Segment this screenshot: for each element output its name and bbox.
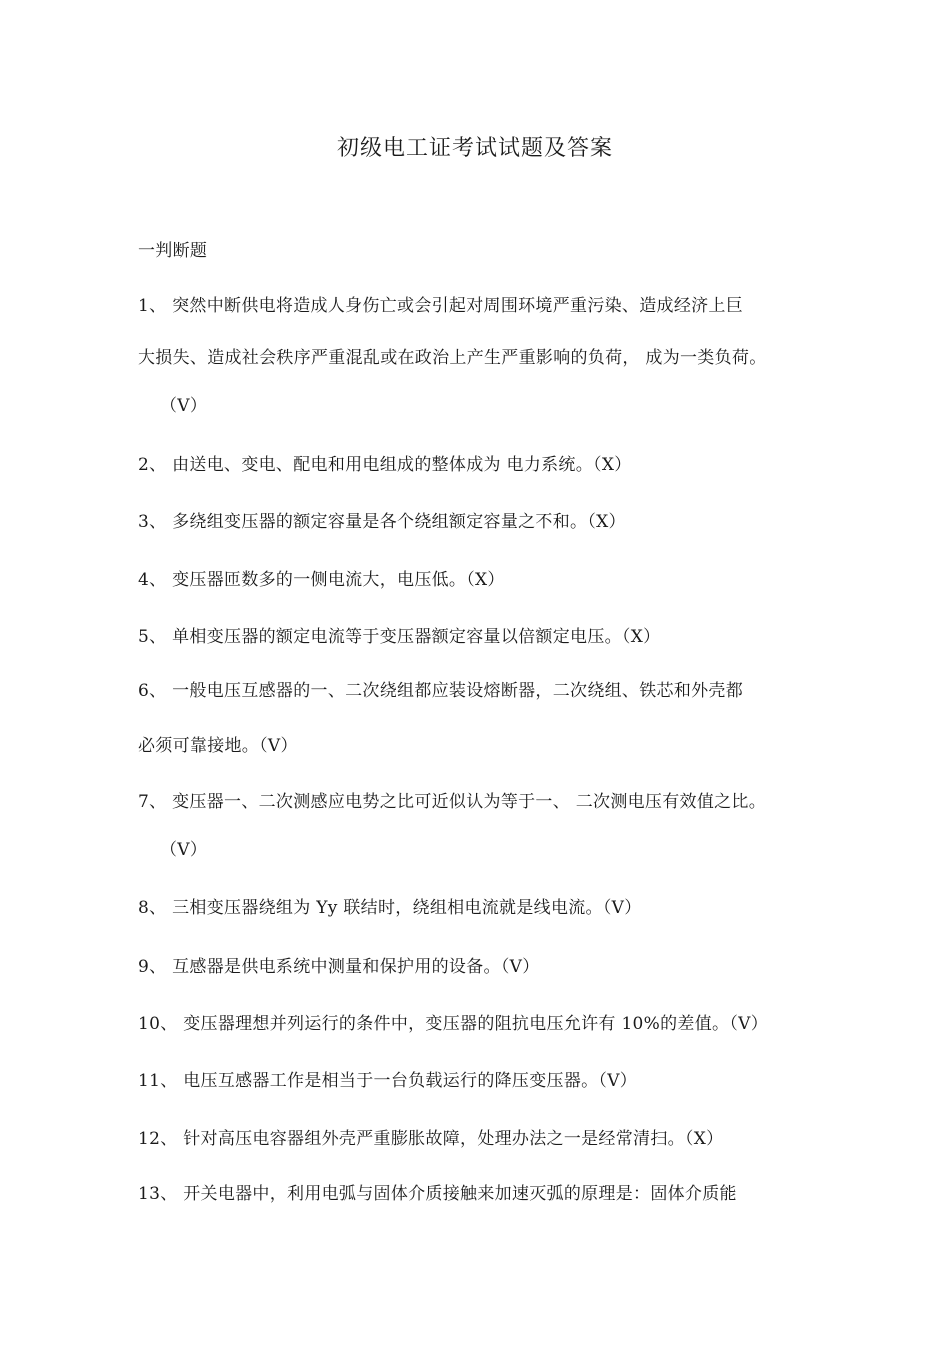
document-title: 初级电工证考试试题及答案 bbox=[336, 136, 613, 161]
section-heading: 一判断题 bbox=[138, 241, 208, 261]
question-line: 3、 多绕组变压器的额定容量是各个绕组额定容量之不和。（X） bbox=[138, 512, 626, 532]
question-line: 7、 变压器一、二次测感应电势之比可近似认为等于一、 二次测电压有效值之比。 bbox=[138, 792, 767, 812]
question-line: 必须可靠接地。（V） bbox=[138, 736, 298, 756]
question-line: 6、 一般电压互感器的一、二次绕组都应装设熔断器，二次绕组、铁芯和外壳都 bbox=[138, 681, 744, 701]
answer-line: （V） bbox=[160, 840, 208, 860]
question-line: 10、 变压器理想并列运行的条件中，变压器的阻抗电压允许有 10%的差值。（V） bbox=[138, 1014, 768, 1034]
question-line: 13、 开关电器中，利用电弧与固体介质接触来加速灭弧的原理是：固体介质能 bbox=[138, 1184, 737, 1204]
question-line: 4、 变压器匝数多的一侧电流大，电压低。（X） bbox=[138, 570, 505, 590]
question-line: 12、 针对高压电容器组外壳严重膨胀故障，处理办法之一是经常清扫。（X） bbox=[138, 1129, 724, 1149]
question-line: 11、 电压互感器工作是相当于一台负载运行的降压变压器。（V） bbox=[138, 1071, 638, 1091]
question-line: 8、 三相变压器绕组为 Yy 联结时，绕组相电流就是线电流。（V） bbox=[138, 898, 642, 918]
question-line: 大损失、造成社会秩序严重混乱或在政治上产生严重影响的负荷， 成为一类负荷。 bbox=[138, 348, 767, 368]
question-line: 9、 互感器是供电系统中测量和保护用的设备。（V） bbox=[138, 957, 540, 977]
question-line: 1、 突然中断供电将造成人身伤亡或会引起对周围环境严重污染、造成经济上巨 bbox=[138, 296, 744, 316]
answer-line: （V） bbox=[160, 396, 208, 416]
question-line: 5、 单相变压器的额定电流等于变压器额定容量以倍额定电压。（X） bbox=[138, 627, 661, 647]
question-line: 2、 由送电、变电、配电和用电组成的整体成为 电力系统。（X） bbox=[138, 455, 632, 475]
